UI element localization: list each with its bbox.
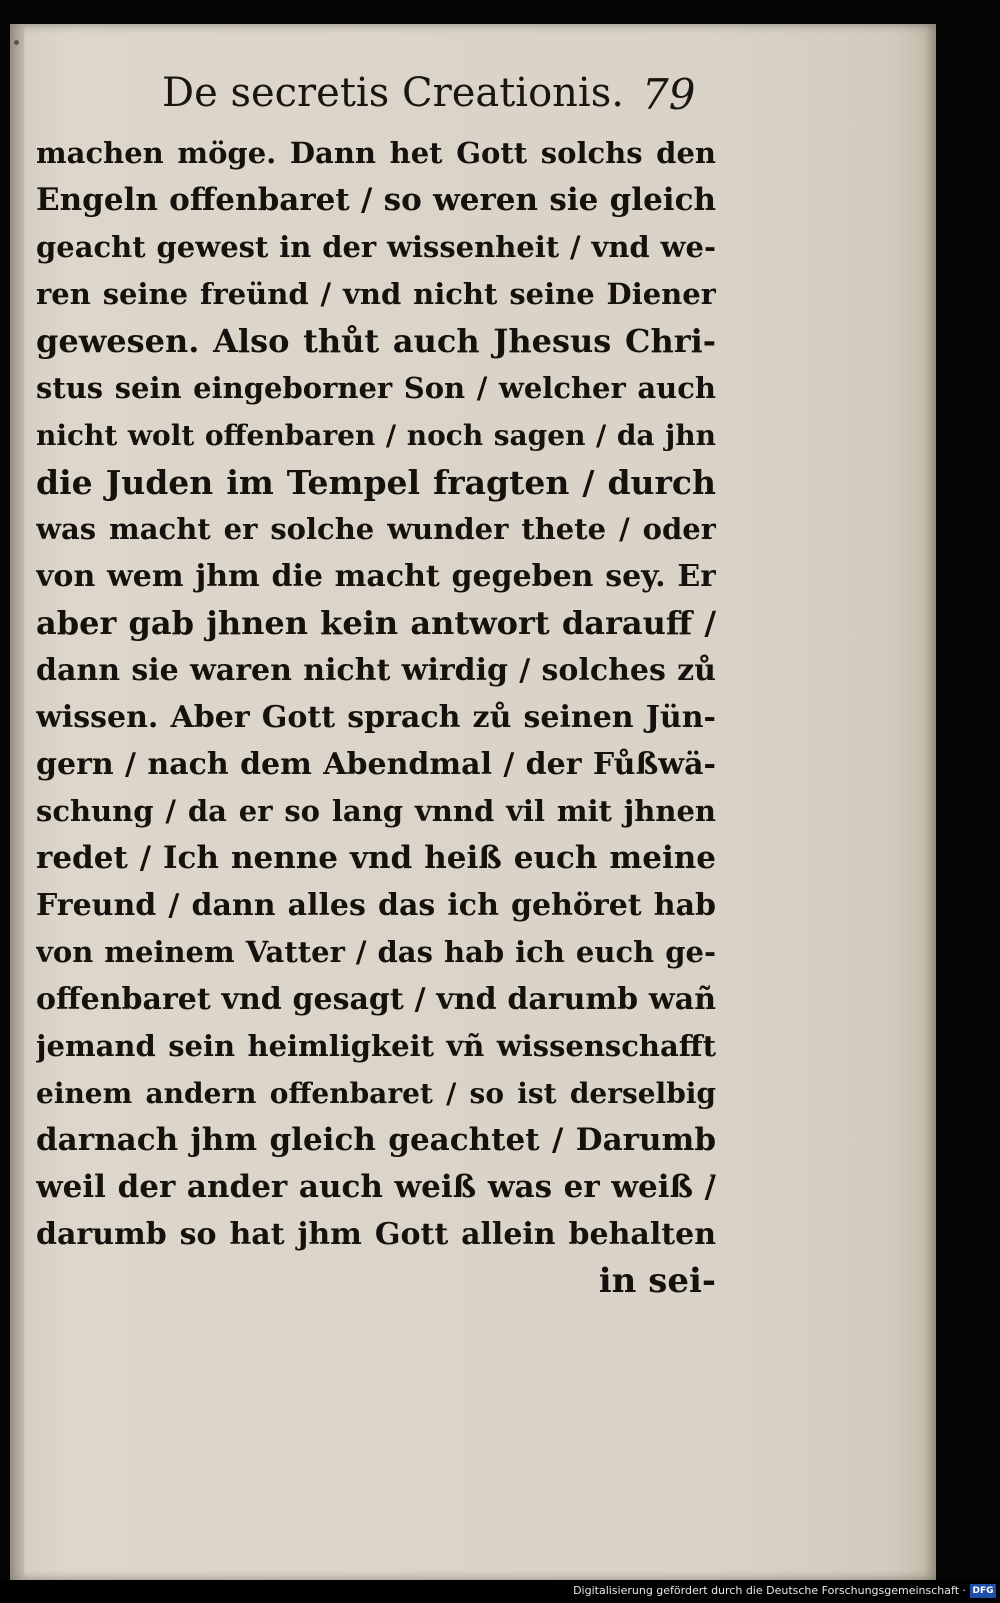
text-line: wissen. Aber Gott sprach zů seinen Jün- [36, 700, 716, 735]
running-head-title: De secretis Creationis. [162, 70, 624, 116]
text-line: Freund / dann alles das ich gehöret hab [36, 888, 716, 923]
text-line: von wem jhm die macht gegeben sey. Er [36, 559, 716, 594]
running-head [152, 70, 712, 130]
text-line: stus sein eingeborner Son / welcher auch [36, 371, 716, 405]
text-line: die Juden im Tempel fragten / durch [36, 463, 716, 502]
page-number: 79 [642, 70, 696, 119]
text-line: jemand sein heimligkeit vñ wissenschafft [36, 1029, 716, 1063]
dfg-logo: DFG [970, 1584, 996, 1598]
body-text [36, 130, 716, 1305]
text-line: geacht gewest in der wissenheit / vnd we- [36, 230, 716, 264]
text-line: redet / Ich nenne vnd heiß euch meine [36, 840, 716, 876]
text-line: machen möge. Dann het Gott solchs den [36, 136, 716, 170]
text-line: Engeln offenbaret / so weren sie gleich [36, 182, 716, 218]
text-line: darnach jhm gleich geachtet / Darumb [36, 1122, 716, 1158]
text-line: gern / nach dem Abendmal / der Fůßwä- [36, 747, 716, 782]
text-line: ren seine freünd / vnd nicht seine Diener [36, 277, 716, 311]
text-line: offenbaret vnd gesagt / vnd darumb wañ [36, 982, 716, 1017]
paper-speck [14, 40, 19, 45]
text-line: dann sie waren nicht wirdig / solches zů [36, 653, 716, 688]
text-line: darumb so hat jhm Gott allein behalten [36, 1217, 716, 1252]
footer-bar [0, 1580, 1000, 1603]
funding-credit: Digitalisierung gefördert durch die Deutsche Forschungsgemeinschaft · [573, 1584, 966, 1597]
text-line: gewesen. Also thůt auch Jhesus Chri- [36, 322, 716, 360]
text-line: was macht er solche wunder thete / oder [36, 512, 716, 546]
catchword: in sei- [598, 1261, 716, 1301]
text-line: von meinem Vatter / das hab ich euch ge- [36, 935, 716, 969]
text-line: einem andern offenbaret / so ist derselbig [36, 1077, 716, 1110]
text-line: weil der ander auch weiß was er weiß / [36, 1169, 716, 1205]
page-edge [10, 24, 24, 1580]
text-line: nicht wolt offenbaren / noch sagen / da jhn [36, 419, 716, 452]
text-line: schung / da er so lang vnnd vil mit jhnen [36, 794, 716, 828]
text-line: aber gab jhnen kein antwort darauff / [36, 604, 716, 642]
